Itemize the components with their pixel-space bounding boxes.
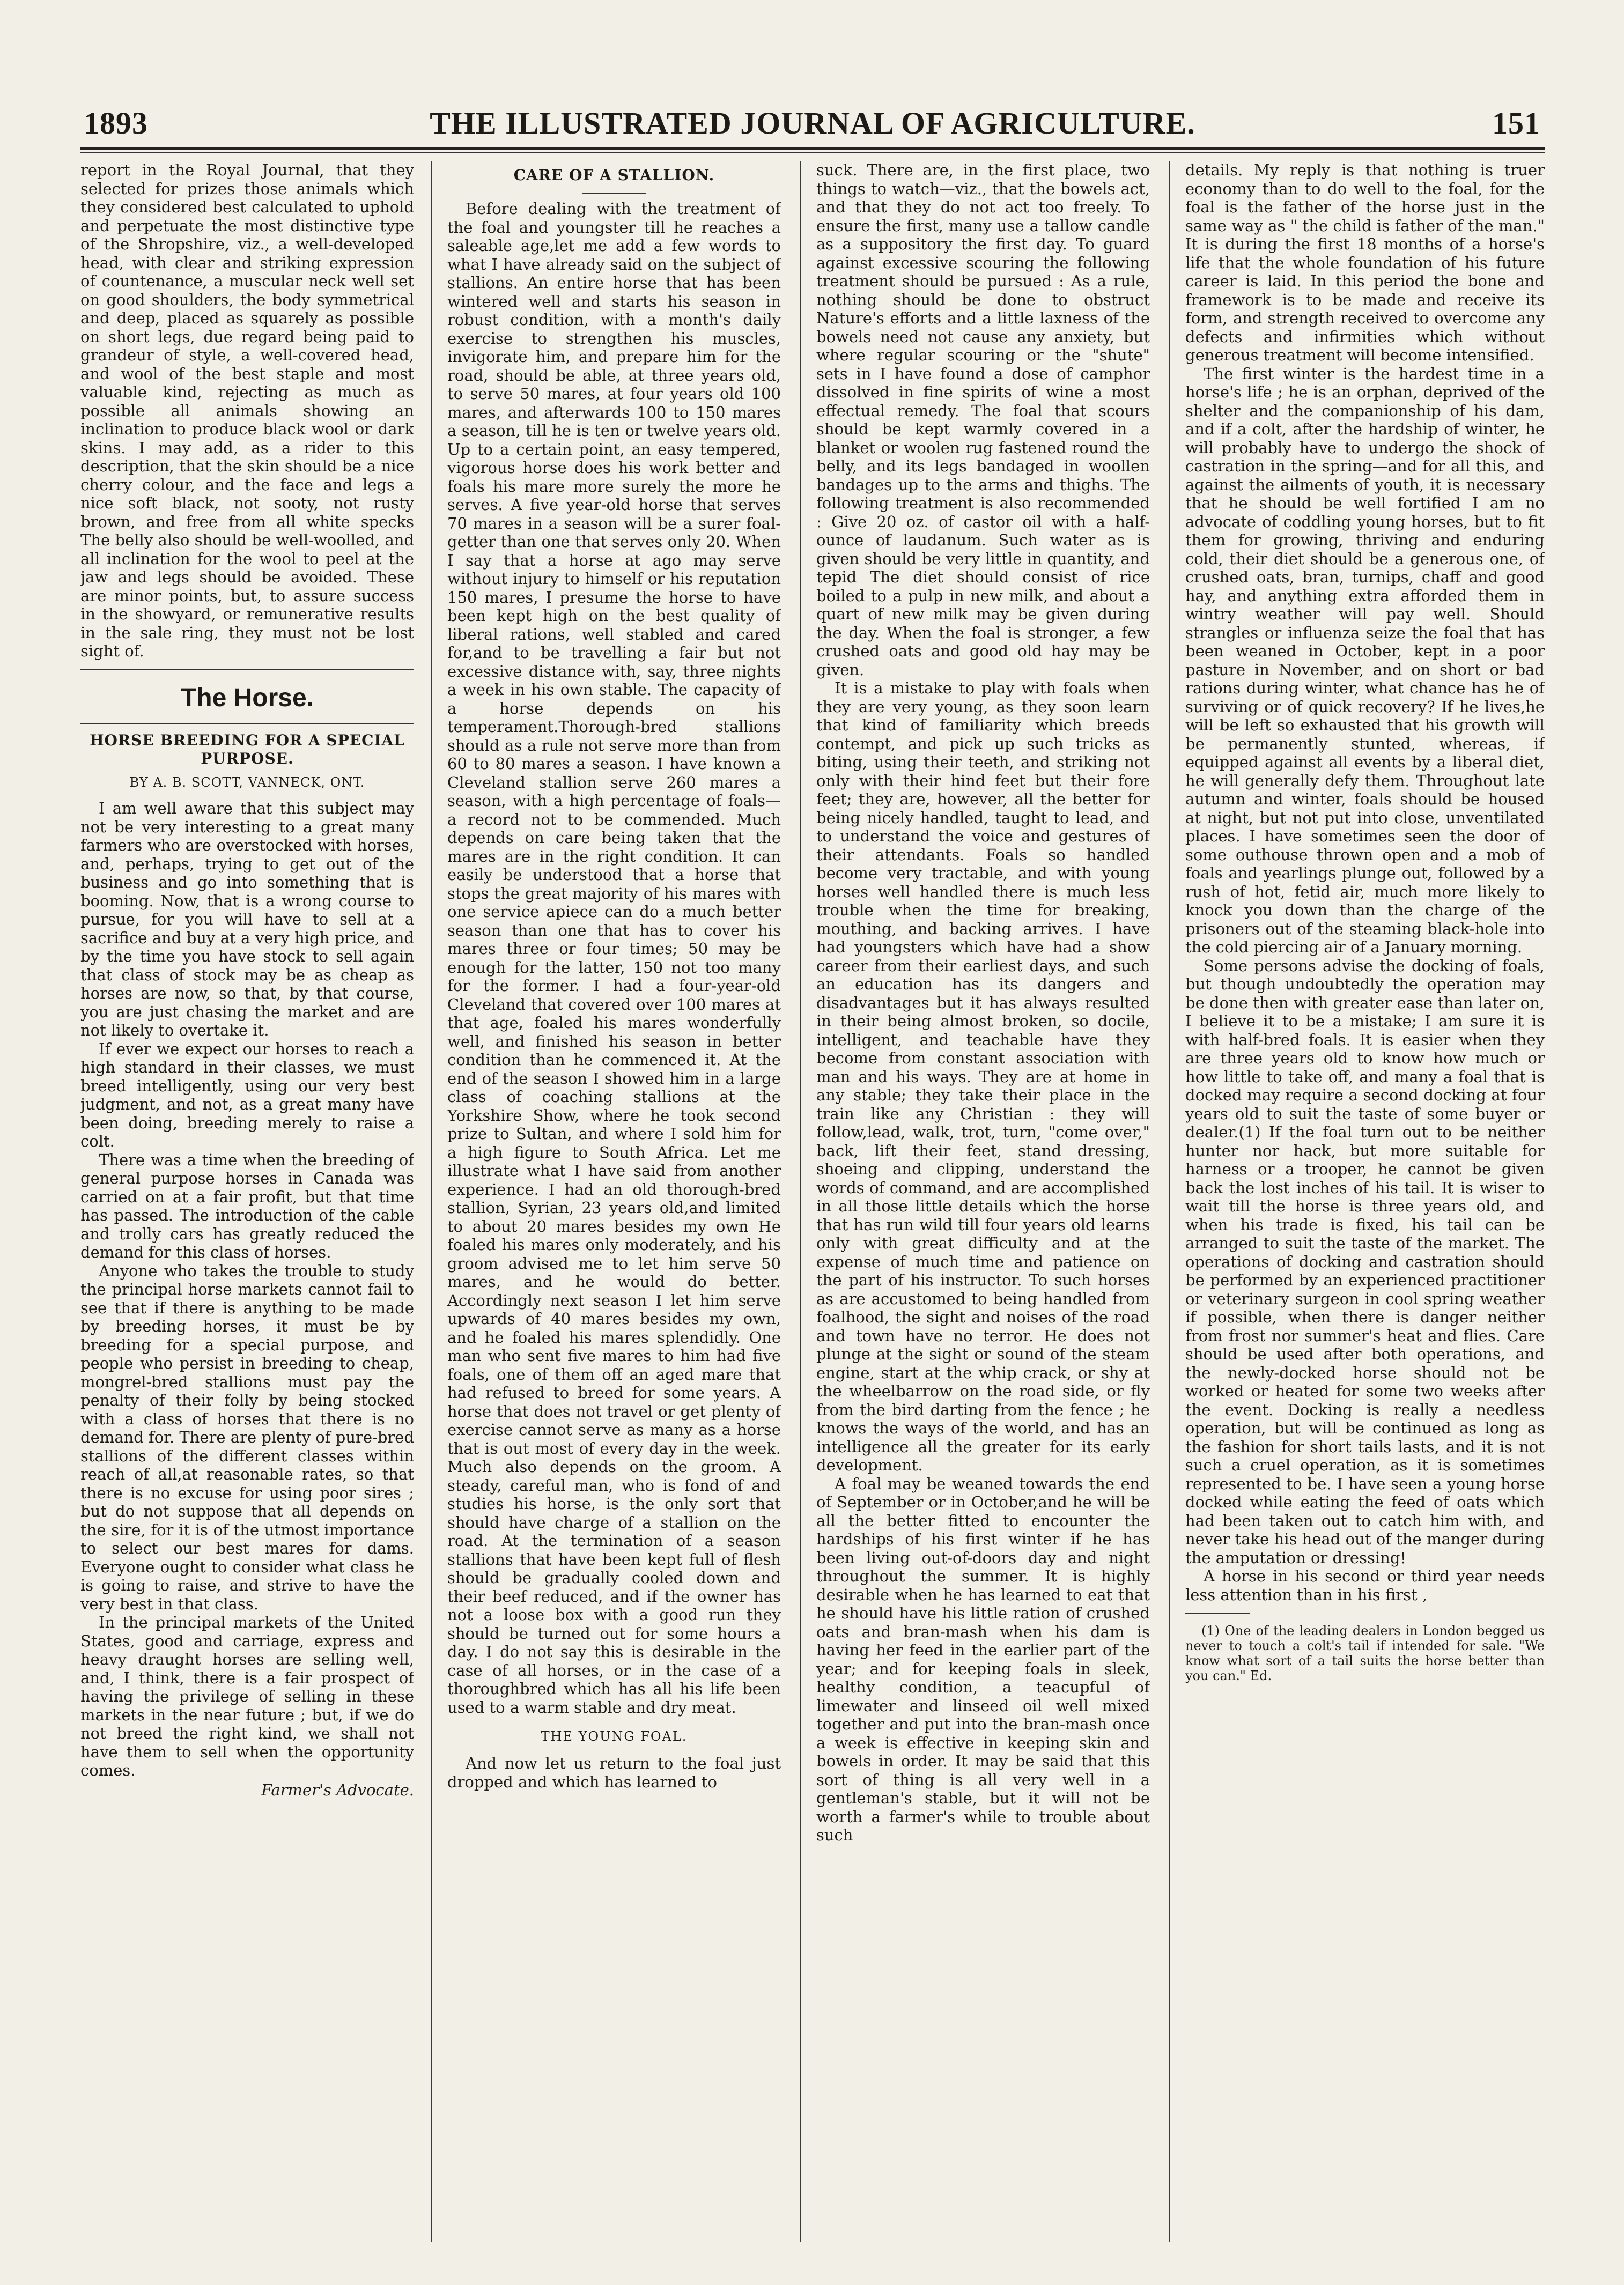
paragraph: A horse in his second or third year needs less attention than in his first , <box>1185 1567 1545 1604</box>
paragraph: Before dealing with the treatment of the foal and youngster till he reaches a saleable age,let me add a few words to what I have already said on the subject of stallions. An entire horse that has been wintered well and starts his season in robust condition, with a month's daily exercise to strengthen his muscles, invigorate him, and prepare him for the road, should be able, at three years old, to serve 50 mares, at four years old 100 mares, and afterwards 100 to 150 mares a season, till he is ten or twelve years old. Up to a certain point, an easy tempered, vigorous horse does his work better and foals his mare more surely the more he serves. A five year-old horse that serves 70 mares in a season will be a surer foal-getter than one that serves only 20. When I say that a horse at ago may serve without injury to himself or his reputation 150 mares, I presume the horse to have been kept high on the best quality of liberal rations, well stabled and cared for,and to be travelling a fair but not excessive distance with, say, three nights a week in his own stable. The capacity of a horse depends on his temperament.Thorough-bred stallions should as a rule not serve more than from 60 to 80 mares a season. I have known a Cleveland stallion serve 260 mares a season, with a high percentage of foals—a record not to be commended. Much depends on care being taken that the mares are in the right condition. It can easily be understood that a horse that stops the great majority of his mares with one service apiece can do a much better season than one that has to cover his mares three or four times; 50 may be enough for the latter, 150 not too many for the former. I had a four-year-old Cleveland that covered over 100 mares at that age, foaled his mares wonderfully well, and finished his season in better condition than he commenced it. At the end of the season I showed him in a large class of coaching stallions at the Yorkshire Show, where he took second prize to Sultan, and where I sold him for a high figure to South Africa. Let me illustrate what I have said from another experience. I had an old thorough-bred stallion, Syrian, 23 years old,and limited to about 20 mares besides my own He foaled his mares only moderately, and his groom advised me to let him serve 50 mares, and he would do better. Accordingly next season I let him serve upwards of 40 mares besides my own, and he foaled his mares splendidly. One man who sent five mares to him had five foals, one of them off an aged mare that had refused to breed for some years. A horse that does not travel or get plenty of exercise cannot serve as many as a horse that is out most of every day in the week. Much also depends on the groom. A steady, careful man, who is fond of and studies his horse, is the only sort that should have charge of a stallion on the road. At the termination of a season stallions that have been kept full of flesh should be gradually cooled down and their beef reduced, and if the owner has not a loose box with a good run they should be turned out for some hours a day. I do not say this is desirable in the case of all horses, or in the case of a thoroughbred which has all his life been used to a warm stable and dry meat. <box>447 199 781 1717</box>
paragraph: A foal may be weaned towards the end of September or in October,and he will be all the better fitted to encounter the hardships of his first winter if he has been living out-of-doors day and night throughout the summer. It is highly desirable when he has learned to eat that he should have his little ration of crushed oats and bran-mash when his dam is having her feed in the earlier part of the year; and for keeping foals in sleek, healthy condition, a teacupful of limewater and linseed oil well mixed together and put into the bran-mash once a week is effective in keeping skin and bowels in order. It may be said that this sort of thing is all very well in a gentleman's stable, but it will not be worth a farmer's while to trouble about such <box>816 1474 1150 1844</box>
paragraph: details. My reply is that nothing is truer economy than to do well to the foal, for the foal is the father of the horse just in the same way as " the child is father of the man." It is during the first 18 months of a horse's life that the whole foundation of his future career is laid. In this period the bone and framework is to be made and receive its form, and strength received to overcome any defects and infirmities which without generous treatment will become intensified. <box>1185 161 1545 364</box>
article-title: HORSE BREEDING FOR A SPECIAL PURPOSE. <box>90 731 405 767</box>
title-rule <box>582 193 646 194</box>
article-title: CARE OF A STALLION. <box>513 166 715 184</box>
column-divider <box>1169 161 1170 2242</box>
paragraph: I am well aware that this subject may not be very interesting to a great many farmers who are overstocked with horses, and, perhaps, trying to get out of the business and go into something that is booming. Now, that is a wrong course to pursue, for you will have to sell at a sacrifice and buy at a very high price, and by the time you have stock to sell again that class of stock may be as cheap as horses are now, so that, by that course, you are just chasing the market and are not likely to overtake it. <box>80 799 414 1039</box>
footnote: (1) One of the leading dealers in London begged us never to touch a colt's tail if intended for sale. "We know what sort of a tail suits the horse better than you can." Ed. <box>1185 1623 1545 1683</box>
paragraph: There was a time when the breeding of general purpose horses in Canada was carried on at a fair profit, but that time has passed. The introduction of the cable and trolly cars has greatly reduced the demand for this class of horses. <box>80 1150 414 1261</box>
paragraph: It is a mistake to play with foals when they are very young, as they soon learn that kind of familiarity which breeds contempt, and pick up such tricks as biting, using their teeth, and striking not only with their hind feet but their fore feet; they are, however, all the better for being nicely handled, taught to lead, and to understand the voice and gestures of their attendants. Foals so handled become very tractable, and with young horses well handled there is much less trouble when the time for breaking, mouthing, and backing arrives. I have had youngsters which have had a show career from their earliest days, and such an education has its dangers and disadvantages but it has always resulted in their being almost broken, so docile, intelligent, and teachable have they become from constant association with man and his ways. They are at home in any stable; they take their place in the train like any Christian : they will follow,lead, walk, trot, turn, "come over," back, lift their feet, stand dressing, shoeing and clipping, understand the words of command, and are accomplished in all those little details which the horse that has run wild till four years old learns only with great difficulty and at the expense of much time and patience on the part of his instructor. To such horses as are accustomed to being handled from foalhood, the sight and noises of the road and town have no terror. He does not plunge at the sight or sound of the steam engine, start at the whip crack, or shy at the wheelbarrow on the road side, or fly from the bird darting from the fence ; he knows the ways of the world, and has an intelligence all the greater for its early development. <box>816 679 1150 1474</box>
section-rule <box>80 669 414 670</box>
paragraph: And now let us return to the foal just dropped and which has learned to <box>447 1754 781 1791</box>
article-continuation: report in the Royal Journal, that they selected for prizes those animals which they considered best calculated to uphold and perpetuate the most distinctive type of the Shropshire, viz., a well-developed head, with clear and striking expression of countenance, a muscular neck well set on good shoulders, the body symmetrical and deep, placed as squarely as possible on short legs, due regard being paid to grandeur of style, a well-covered head, and wool of the best staple and most valuable kind, rejecting as much as possible all animals showing an inclination to produce black wool or dark skins. I may add, as a rider to this description, that the skin should be a nice cherry colour, and the face and legs a nice soft black, not sooty, not rusty brown, and free from all white specks The belly also should be well-woolled, and all inclination for the wool to peel at the jaw and legs should be avoided. These are minor points, but, to assure success in the showyard, or remunerative results in the sale ring, they must not be lost sight of. <box>80 161 414 660</box>
column-2 <box>447 161 781 2247</box>
header-rule-thin <box>80 152 1545 153</box>
header-year: 1893 <box>84 106 148 140</box>
footnote-rule <box>1185 1613 1250 1614</box>
paragraph: The first winter is the hardest time in a horse's life ; he is an orphan, deprived of the shelter and the companionship of his dam, and if a colt, after the hardship of winter, he will probably have to undergo the shock of castration in the spring—and for all this, and against the ailments of youth, it is necessary that he should be well fortified I am no advocate of coddling young horses, but to fit them for growing, thriving and enduring cold, their diet should be a generous one, of crushed oats, bran, turnips, chaff and good hay, and anything extra afforded them in wintry weather will pay well. Should strangles or influenza seize the foal that has been weaned in October, kept in a poor pasture in November, and on short or bad rations during winter, what chance has he of surviving or of quick recovery? If he lives,he will be left so exhausted that his growth will be permanently stunted, whereas, if equipped against all events by a liberal diet, he will generally defy them. Throughout late autumn and winter, foals should be housed at night, but not put into close, unventilated places. I have sometimes seen the door of some outhouse thrown open and a mob of foals and yearlings plunge out, followed by a rush of hot, fetid air, much more likely to knock you down than the charge of the prisoners out of the steaming black-hole into the cold piercing air of a January morning. <box>1185 364 1545 956</box>
article-byline: BY A. B. SCOTT, VANNECK, ONT. <box>129 774 365 790</box>
paragraph: In the principal markets of the United States, good and carriage, express and heavy draught horses are selling well, and, I think, there is a fair prospect of having the privilege of selling in these markets in the near future ; but, if we do not breed the right kind, we shall not have them to sell when the opportunity comes. <box>80 1613 414 1779</box>
paragraph: If ever we expect our horses to reach a high standard in their classes, we must breed intelligently, using our very best judgment, and not, as a great many have been doing, breeding merely to raise a colt. <box>80 1039 414 1150</box>
newspaper-page <box>80 80 1545 2252</box>
section-heading: The Horse. <box>180 683 314 712</box>
subheading: THE YOUNG FOAL. <box>541 1729 688 1744</box>
paragraph: suck. There are, in the first place, two things to watch—viz., that the bowels act, and that they do not act too freely. To ensure the first, many use a tallow candle as a suppository the first day. To guard against excessive scouring the following treatment should be pursued : As a rule, nothing should be done to obstruct Nature's efforts and a little laxness of the bowels need not cause any anxiety, but where regular scouring or the "shute" sets in I have found a dose of camphor dissolved in fine spirits of wine a most effectual remedy. The foal that scours should be kept warmly covered in a blanket or woolen rug fastened round the belly, and its legs bandaged in woollen bandages up to the arms and thighs. The following treatment is also recommended : Give 20 oz. of castor oil with a half-ounce of laudanum. Such water as is given should be very little in quantity, and tepid The diet should consist of rice boiled to a pulp in new milk, and about a quart of new milk may be given during the day. When the foal is stronger, a few crushed oats and good old hay may be given. <box>816 161 1150 679</box>
section-rule <box>80 723 414 724</box>
paragraph: Some persons advise the docking of foals, but though undoubtedly the operation may be done then with greater ease than later on, I believe it to be a mistake; I am sure it is with half-bred foals. It is easier when they are three years old to know how much or how little to take off, and many a foal that is docked may require a second docking at four years old to suit the taste of some buyer or dealer.(1) If the foal turn out to be neither hunter nor hack, but more suitable for harness or a trooper, he cannot be given back the lost inches of his tail. It is wiser to wait till the horse is three years old, and when his trade is fixed, his tail can be arranged to suit the taste of the market. The operations of docking and castration should be performed by an experienced practitioner or veterinary surgeon in cool spring weather if possible, when there is danger neither from frost nor summer's heat and flies. Care should be used after both operations, and the newly-docked horse should not be worked or heated for some two weeks after the event. Docking is really a needless operation, but will be continued as long as the fashion for short tails lasts, and it is not such a cruel operation, as it is sometimes represented to be. I have seen a young horse docked while eating the feed of oats which had been taken out to catch him with, and never take his head out of the manger during the amputation or dressing! <box>1185 956 1545 1567</box>
column-divider <box>800 161 801 2242</box>
header-rule <box>80 147 1545 150</box>
column-3 <box>816 161 1150 2247</box>
page-header <box>80 105 1545 143</box>
column-1 <box>80 161 414 2247</box>
article-source: Farmer's Advocate. <box>261 1780 414 1799</box>
column-divider <box>431 161 432 2242</box>
journal-title: THE ILLUSTRATED JOURNAL OF AGRICULTURE. <box>430 106 1195 140</box>
column-4 <box>1185 161 1545 2247</box>
page-number: 151 <box>1492 106 1540 140</box>
paragraph: Anyone who takes the trouble to study the principal horse markets cannot fail to see that if there is anything to be made by breeding horses, it must be by breeding for a special purpose, and people who persist in breeding to cheap, mongrel-bred stallions must pay the penalty of their folly by being stocked with a class of horses that there is no demand for. There are plenty of pure-bred stallions of the different classes within reach of all,at reasonable rates, so that there is no excuse for using poor sires ; but do not suppose that all depends on the sire, for it is of the utmost importance to select our best mares for dams. Everyone ought to consider what class he is going to raise, and strive to have the very best in that class. <box>80 1261 414 1613</box>
